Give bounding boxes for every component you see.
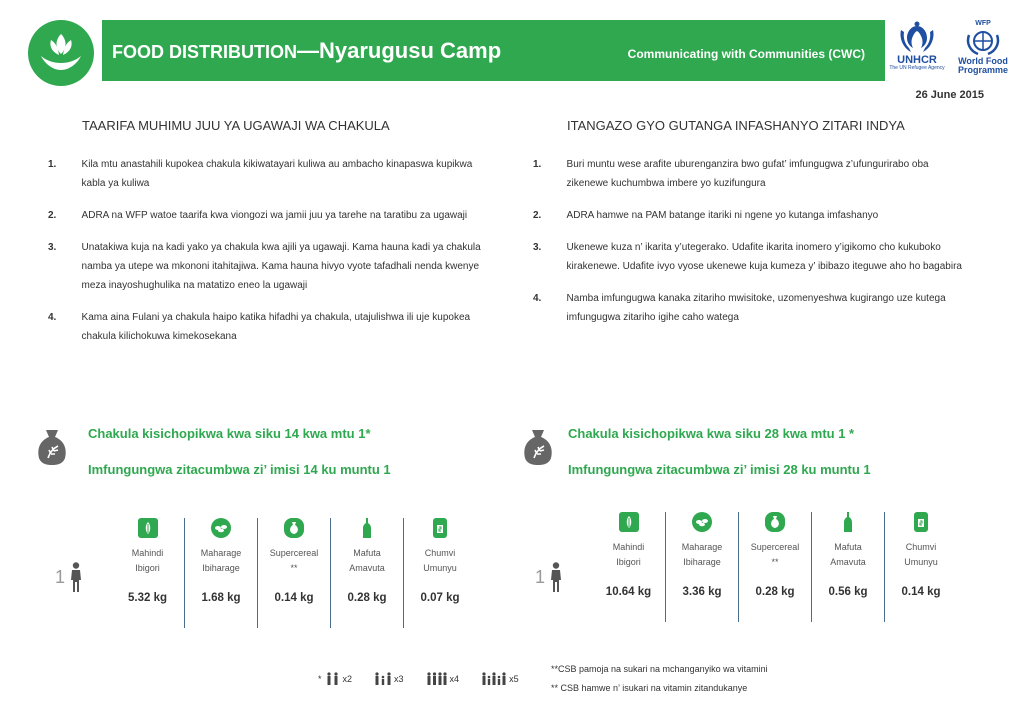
grain-hands-icon bbox=[37, 30, 85, 76]
ration-title-swahili: Chakula kisichopikwa kwa siku 28 kwa mtu 1 * bbox=[568, 426, 855, 441]
kirundi-notice-column bbox=[531, 118, 971, 340]
person-icon bbox=[70, 562, 82, 592]
legend-household-2: * x2 bbox=[318, 674, 353, 684]
food-supercereal: Supercereal ** 0.14 kg bbox=[257, 518, 330, 628]
camp-name: Nyarugusu Camp bbox=[319, 38, 502, 63]
food-maize: Mahindi Ibigori 10.64 kg bbox=[592, 512, 665, 622]
list-item: 1. Kila mtu anastahili kupokea chakula kikiwatayari kuliwa au ambacho kinapaswa kupikwa kabla ya kuliwa bbox=[48, 159, 473, 189]
food-quantity: 5.32 kg bbox=[128, 592, 167, 604]
family-icon bbox=[481, 672, 507, 686]
list-item: 3. Unatakiwa kuja na kadi yako ya chakula kwa ajili ya ugawaji. Kama hauna kadi ya chakula namba ya utepe wa mkononi itahitajiwa. Kama hauna hivyo vyote tafadhali nenda kwenye meza inayoshughulika na matatizo eneo la ugawaji bbox=[48, 242, 481, 291]
food-ration-table bbox=[111, 518, 476, 628]
footnotes bbox=[551, 660, 768, 698]
food-quantity: 3.36 kg bbox=[682, 586, 722, 598]
food-quantity: 10.64 kg bbox=[605, 586, 652, 598]
household-size-legend bbox=[318, 672, 541, 686]
food-quantity: 0.28 kg bbox=[755, 586, 795, 598]
ration-28-days bbox=[523, 420, 993, 630]
list-item: 2. ADRA na WFP watoe taarifa kwa viongozi wa jamii juu ya tarehe na taratibu za ugawaji bbox=[48, 210, 468, 221]
list-item: 4. Kama aina Fulani ya chakula haipo katika hifadhi ya chakula, utajulishwa ili uje kupokea chakula kilichokuwa kimekosekana bbox=[48, 312, 471, 342]
food-beans: Maharage Ibiharage 1.68 kg bbox=[184, 518, 257, 628]
person-icon bbox=[550, 562, 562, 592]
food-sack-icon bbox=[523, 428, 553, 466]
oil-bottle-icon bbox=[357, 518, 377, 538]
legend-household-3: x3 bbox=[374, 672, 404, 686]
legend-household-4: x4 bbox=[426, 672, 460, 686]
banner-subtitle: Communicating with Communities (CWC) bbox=[627, 47, 865, 61]
swahili-notice-column bbox=[46, 118, 486, 359]
document-date: 26 June 2015 bbox=[915, 89, 984, 101]
maize-icon bbox=[138, 518, 158, 538]
family-icon bbox=[325, 672, 341, 686]
ration-title-swahili: Chakula kisichopikwa kwa siku 14 kwa mtu 1* bbox=[88, 426, 371, 441]
family-icon bbox=[426, 672, 448, 686]
family-icon bbox=[374, 672, 392, 686]
cwc-logo bbox=[28, 20, 94, 86]
legend-household-5: x5 bbox=[481, 672, 519, 686]
kirundi-heading: ITANGAZO GYO GUTANGA INFASHANYO ZITARI INDYA bbox=[567, 118, 905, 133]
page-title: FOOD DISTRIBUTION—Nyarugusu Camp bbox=[112, 38, 502, 63]
salt-icon bbox=[433, 518, 447, 538]
person-count: 1 bbox=[535, 562, 562, 592]
cereal-bag-icon bbox=[765, 512, 785, 532]
list-item: 4. Namba imfungugwa kanaka zitariho mwisitoke, uzomenyeshwa kugirango uze kutega imfungugwa zitariho igihe caho watega bbox=[533, 293, 946, 323]
salt-icon bbox=[914, 512, 928, 532]
ration-title-kirundi: Imfungungwa zitacumbwa zi’ imisi 14 ku muntu 1 bbox=[88, 462, 391, 477]
ration-14-days bbox=[37, 420, 507, 630]
food-quantity: 0.14 kg bbox=[274, 592, 314, 604]
food-beans: Maharage Ibiharage 3.36 kg bbox=[665, 512, 738, 622]
food-quantity: 0.07 kg bbox=[420, 592, 460, 604]
swahili-heading: TAARIFA MUHIMU JUU YA UGAWAJI WA CHAKULA bbox=[82, 118, 390, 133]
footnote-kirundi: ** CSB hamwe n’ isukari na vitamin zitandukanye bbox=[551, 683, 748, 693]
food-maize: Mahindi Ibigori 5.32 kg bbox=[111, 518, 184, 628]
food-ration-table bbox=[592, 512, 957, 622]
wfp-logo: WFP World Food Programme bbox=[957, 20, 1009, 75]
food-quantity: 0.28 kg bbox=[347, 592, 387, 604]
beans-icon bbox=[211, 518, 231, 538]
list-item: 1. Buri muntu wese arafite uburenganzira bwo gufat’ imfungugwa z’ufungurirabo oba zikenewe kuchumbwa imbere yo kuzifungura bbox=[533, 159, 929, 189]
footnote-swahili: **CSB pamoja na sukari na mchanganyiko wa vitamini bbox=[551, 664, 768, 674]
food-salt: Chumvi Umunyu 0.14 kg bbox=[884, 512, 957, 622]
maize-icon bbox=[619, 512, 639, 532]
food-supercereal: Supercereal ** 0.28 kg bbox=[738, 512, 811, 622]
food-quantity: 0.56 kg bbox=[828, 586, 868, 598]
oil-bottle-icon bbox=[838, 512, 858, 532]
list-item: 2. ADRA hamwe na PAM batange itariki ni ngene yo kutanga imfashanyo bbox=[533, 210, 879, 221]
beans-icon bbox=[692, 512, 712, 532]
food-quantity: 1.68 kg bbox=[201, 592, 241, 604]
wfp-emblem-icon bbox=[964, 27, 1002, 57]
list-item: 3. Ukenewe kuza n’ ikarita y’utegerako. Udafite ikarita inomero y’igikomo cho kukuboko kirakenewe. Udafite ivyo vyose ukenewe kuja kumeza y’ ibibazo iteguwe aho ho bagabira bbox=[533, 242, 962, 272]
food-oil: Mafuta Amavuta 0.56 kg bbox=[811, 512, 884, 622]
unhcr-logo: UNHCR The UN Refugee Agency bbox=[888, 20, 946, 72]
person-count: 1 bbox=[55, 562, 82, 592]
unhcr-emblem-icon bbox=[897, 20, 937, 54]
cereal-bag-icon bbox=[284, 518, 304, 538]
food-quantity: 0.14 kg bbox=[901, 586, 941, 598]
food-oil: Mafuta Amavuta 0.28 kg bbox=[330, 518, 403, 628]
ration-title-kirundi: Imfungungwa zitacumbwa zi’ imisi 28 ku muntu 1 bbox=[568, 462, 871, 477]
food-sack-icon bbox=[37, 428, 67, 466]
food-salt: Chumvi Umunyu 0.07 kg bbox=[403, 518, 476, 628]
title-banner bbox=[102, 20, 885, 81]
